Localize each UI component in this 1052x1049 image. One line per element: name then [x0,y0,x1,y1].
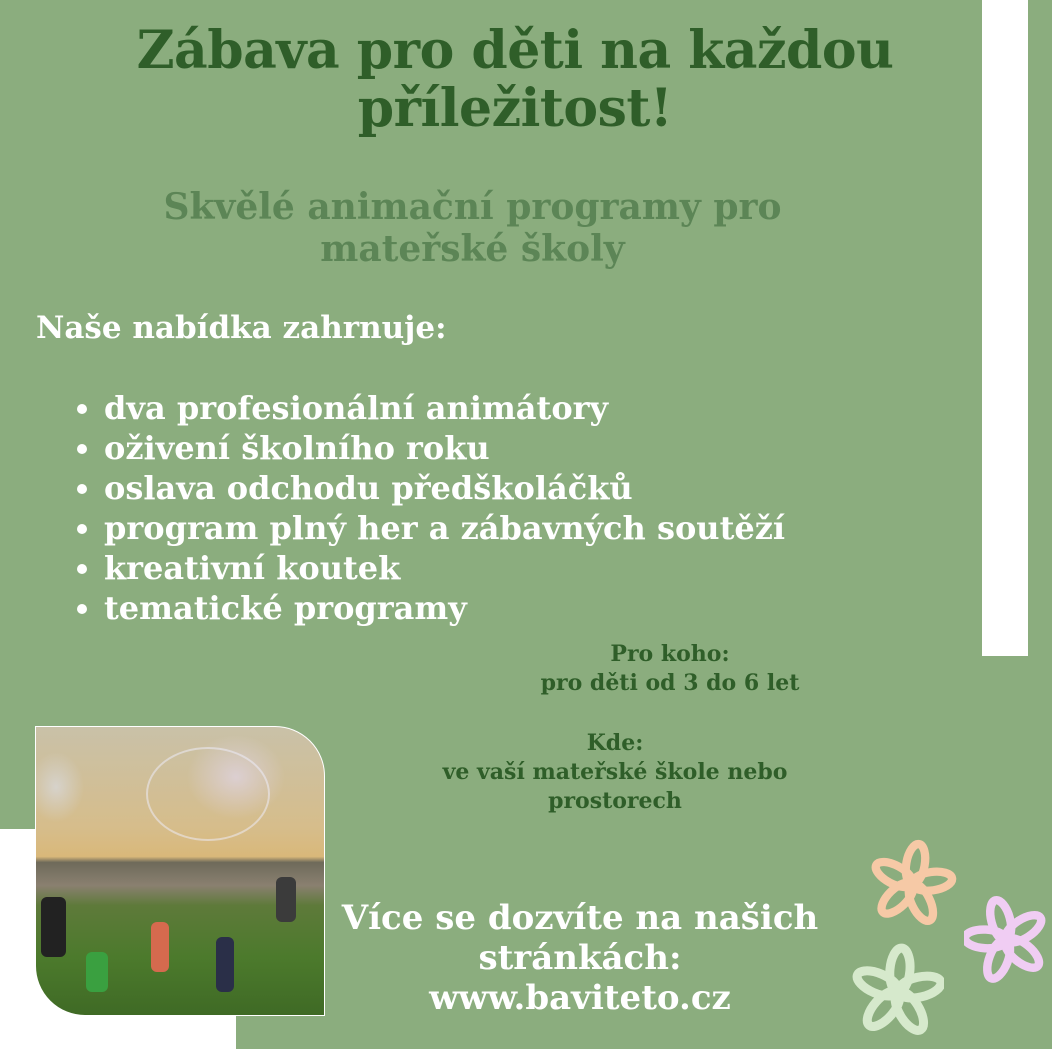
list-item: • kreativní koutek [104,548,785,588]
pink-flower-icon [964,890,1048,990]
mint-flower-icon [852,940,944,1044]
decorative-white-bar [982,0,1028,656]
where-value: ve vaší mateřské škole nebo prostorech [442,759,788,814]
for-whom-value: pro děti od 3 do 6 let [540,670,800,696]
call-to-action [330,898,830,1018]
website-link[interactable]: www.baviteto.cz [429,978,731,1018]
list-item: • program plný her a zábavných soutěží [104,508,785,548]
list-item: • tematické programy [104,588,785,628]
kids-bubbles-photo [35,726,325,1016]
offer-list [68,388,785,628]
for-whom-label: Pro koho: [610,641,730,667]
page-title: Zábava pro děti na každou příležitost! [136,20,894,139]
where-label: Kde: [586,730,644,756]
cta-line-2: stránkách: [478,938,682,978]
cta-line-1: Více se dozvíte na našich [341,898,819,938]
where-section [405,729,825,816]
list-item: • dva profesionální animátory [104,388,785,428]
page-subtitle: Skvělé animační programy pro mateřské školy [163,186,782,270]
list-item: • oživení školního roku [104,428,785,468]
list-item: • oslava odchodu předškoláčků [104,468,785,508]
for-whom-section [420,640,920,698]
offer-heading: Naše nabídka zahrnuje: [36,310,447,346]
peach-flower-icon [866,838,958,930]
